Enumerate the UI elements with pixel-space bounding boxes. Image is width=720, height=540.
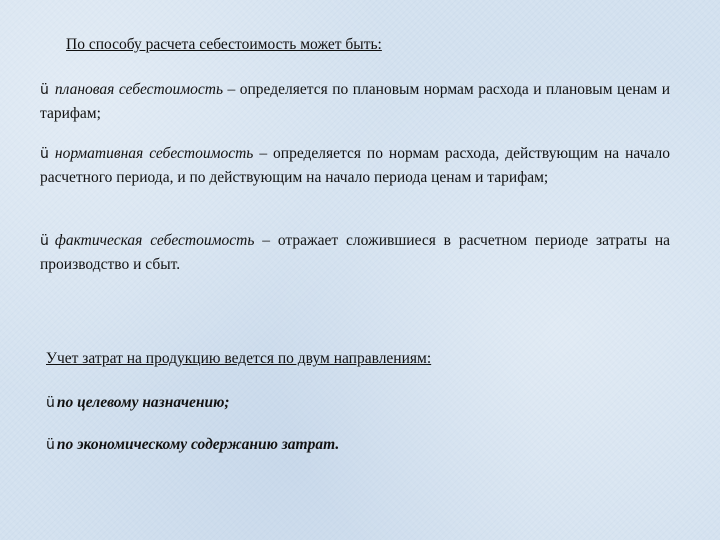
direction-label: по целевому назначению;	[56, 394, 230, 411]
direction-item-economic-content	[46, 436, 339, 454]
cost-accounting-subtitle: Учет затрат на продукцию ведется по двум направлениям:	[46, 350, 432, 367]
check-mark-icon: ü	[46, 395, 55, 411]
direction-label: по экономическому содержанию затрат.	[56, 436, 340, 453]
definition-planned-cost: – определяется по плановым нормам расхода и плановым ценам и тарифам;	[40, 81, 670, 122]
definition-normative-cost: – определяется по нормам расхода, действующим на начало расчетного периода, и по действующим на начало периода ценам и тарифам;	[40, 145, 670, 186]
slide-title: По способу расчета себестоимость может быть:	[66, 36, 382, 53]
paragraph-planned-cost	[40, 78, 670, 125]
paragraph-actual-cost	[40, 229, 670, 276]
check-mark-icon: ü	[46, 437, 55, 453]
term-actual-cost: фактическая себестоимость	[54, 232, 255, 249]
check-mark-icon: ü	[40, 82, 49, 98]
paragraph-normative-cost	[40, 142, 670, 189]
check-mark-icon: ü	[40, 233, 49, 249]
direction-item-purpose	[46, 394, 230, 412]
check-mark-icon: ü	[40, 146, 49, 162]
term-normative-cost: нормативная себестоимость	[54, 145, 254, 162]
definition-actual-cost: – отражает сложившиеся в расчетном периоде затраты на производство и сбыт.	[40, 232, 670, 273]
term-planned-cost: плановая себестоимость	[54, 81, 224, 98]
